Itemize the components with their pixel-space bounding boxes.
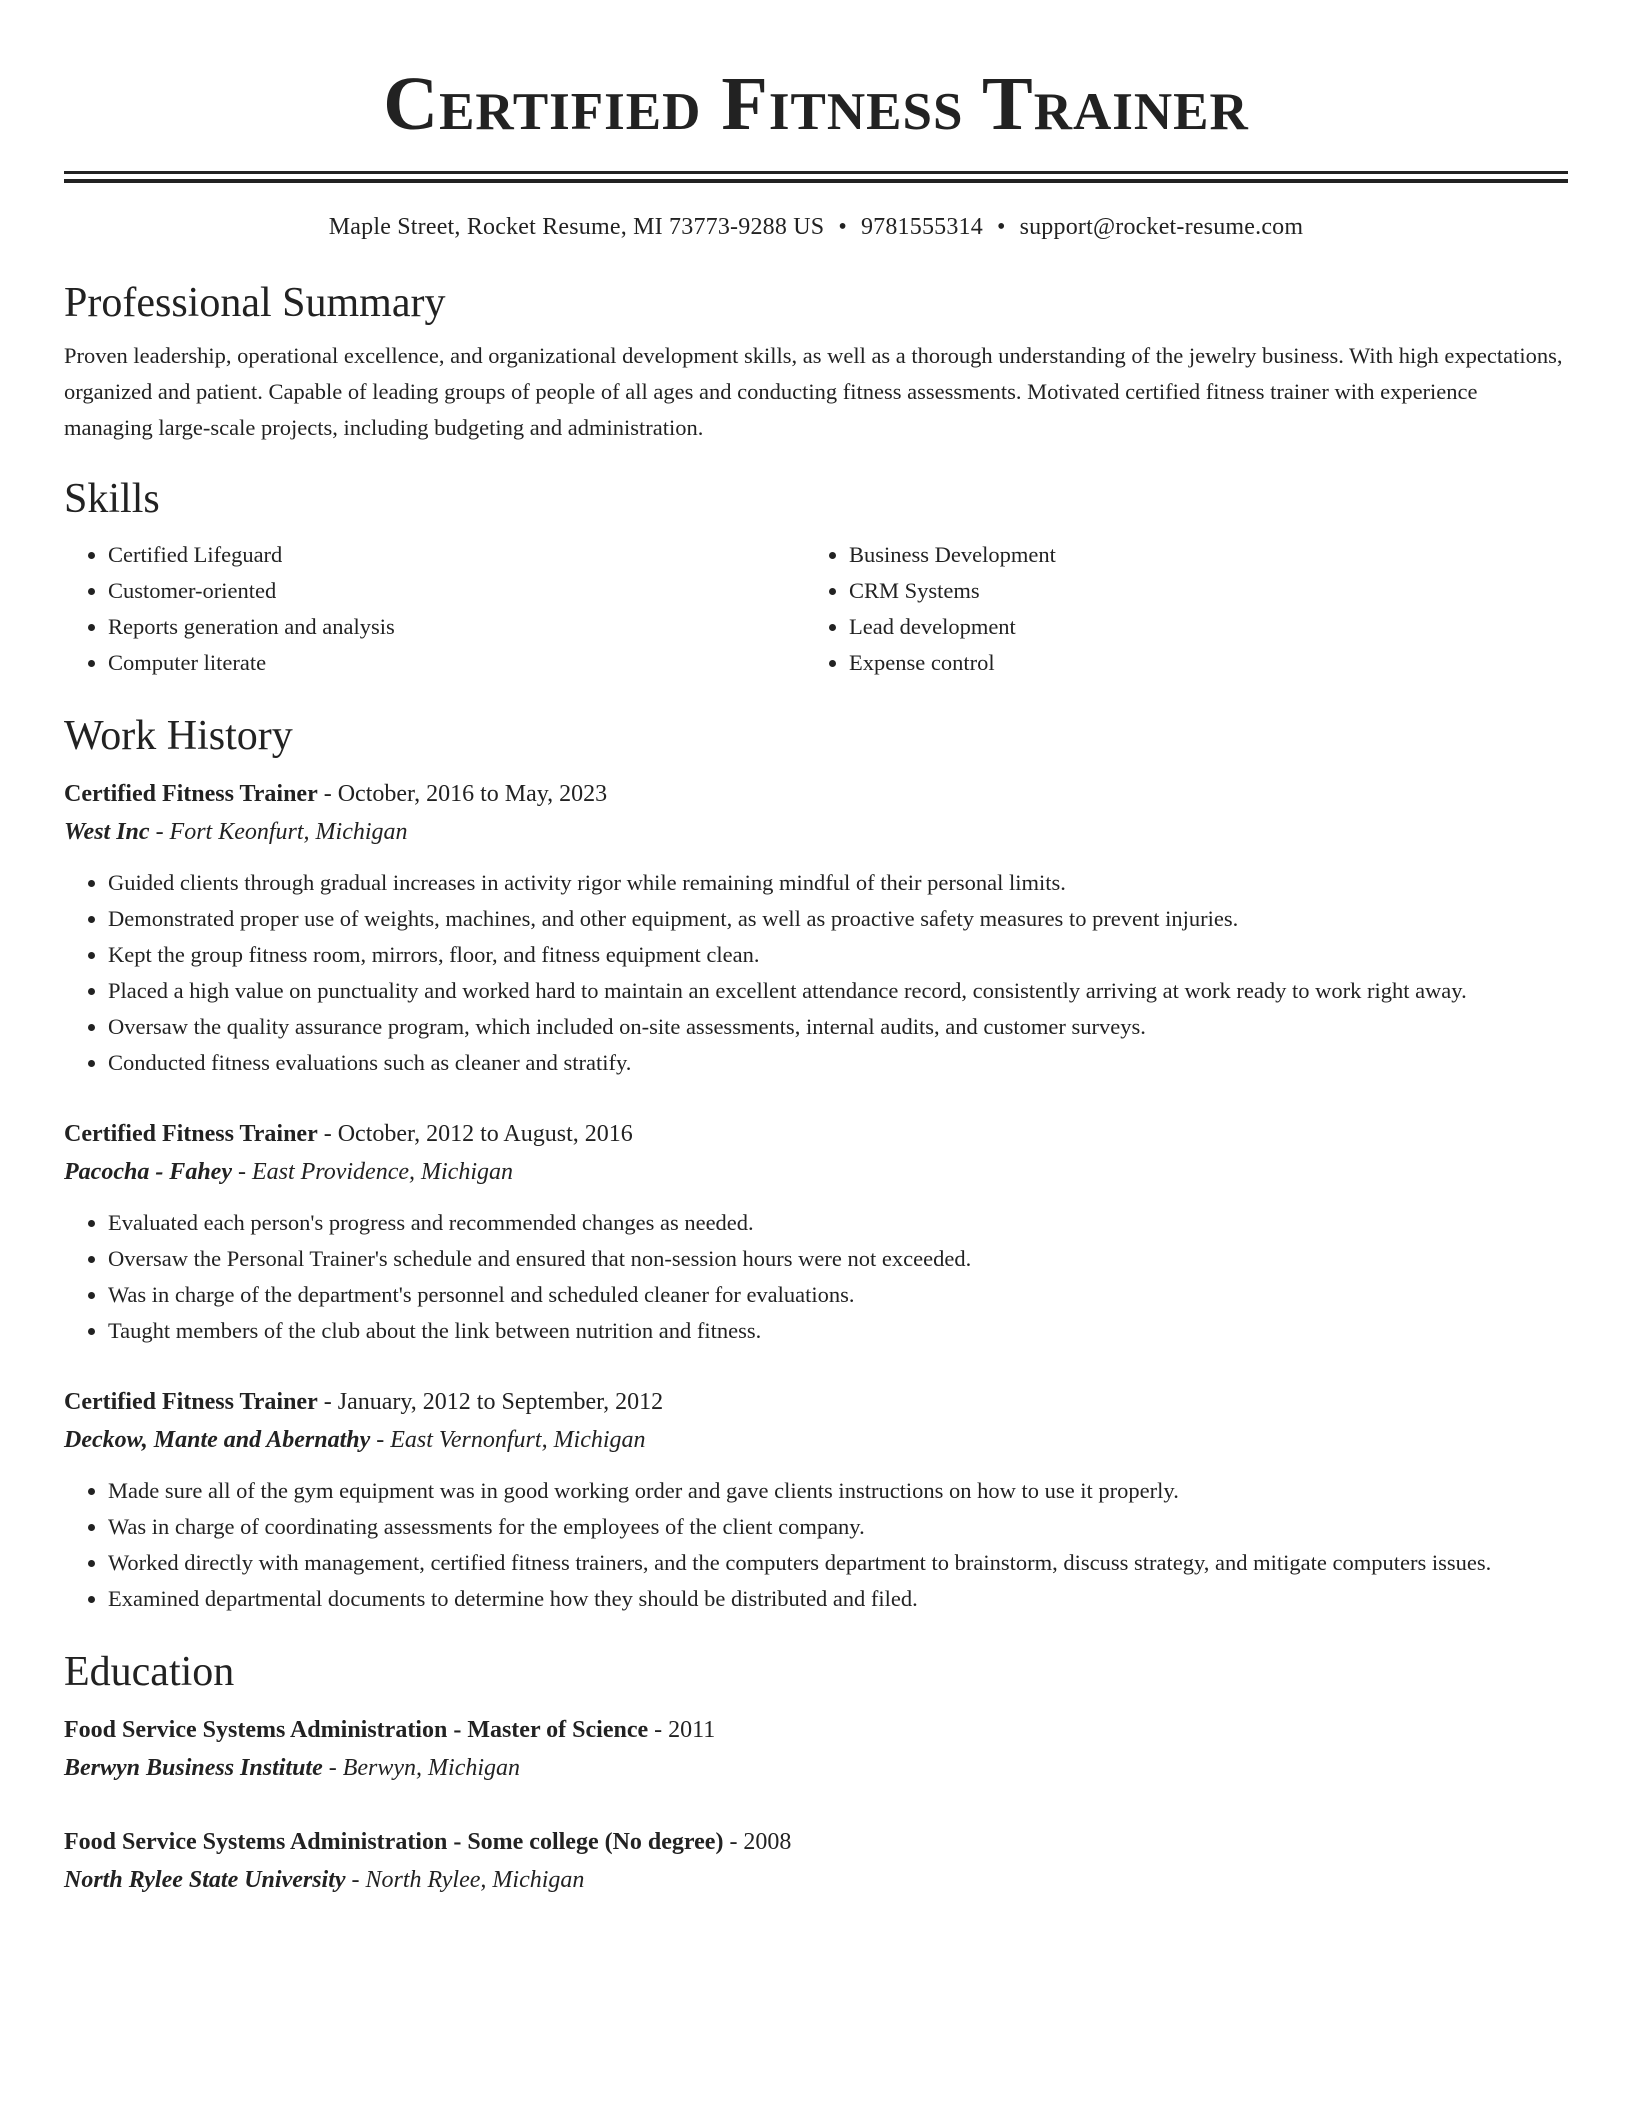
job-company: Deckow, Mante and Abernathy: [64, 1426, 371, 1453]
job-bullet: • Oversaw the Personal Trainer's schedule and ensured that non-session hours were not exceeded.: [108, 1241, 1568, 1277]
job-entry: [64, 1115, 1568, 1349]
skills-column-left: [64, 537, 805, 681]
job-dates: - October, 2016 to May, 2023: [317, 780, 608, 807]
skills-list: [64, 537, 1568, 681]
education-entry: [64, 1823, 1568, 1899]
skill-item: • Computer literate: [108, 645, 805, 681]
job-bullet: • Oversaw the quality assurance program, which included on-site assessments, internal audits, and customer surveys.: [108, 1009, 1568, 1045]
skill-item: • Business Development: [849, 537, 1546, 573]
contact-phone: 9781555314: [860, 214, 983, 240]
education-degree-line: [64, 1711, 1568, 1749]
job-company: West Inc: [64, 818, 150, 845]
education-school: North Rylee State University: [64, 1867, 346, 1894]
job-bullet: • Was in charge of coordinating assessments for the employees of the client company.: [108, 1509, 1568, 1545]
skill-item: • Lead development: [849, 609, 1546, 645]
job-bullet: • Placed a high value on punctuality and worked hard to maintain an excellent attendance record, consistently arriving at work ready to work right away.: [108, 973, 1568, 1009]
contact-separator: •: [838, 214, 847, 240]
job-bullets: [64, 865, 1568, 1081]
header-divider: [64, 171, 1568, 183]
job-location: - East Vernonfurt, Michigan: [370, 1426, 646, 1453]
job-bullet: • Taught members of the club about the link between nutrition and fitness.: [108, 1313, 1568, 1349]
education-location: - North Rylee, Michigan: [345, 1867, 585, 1894]
job-bullet: • Examined departmental documents to determine how they should be distributed and filed.: [108, 1581, 1568, 1617]
job-title-line: [64, 1115, 1568, 1153]
education-degree-line: [64, 1823, 1568, 1861]
job-company-line: [64, 813, 1568, 851]
job-position: Certified Fitness Trainer: [64, 1120, 318, 1147]
job-bullet: • Kept the group fitness room, mirrors, floor, and fitness equipment clean.: [108, 937, 1568, 973]
job-location: - Fort Keonfurt, Michigan: [149, 818, 408, 845]
job-location: - East Providence, Michigan: [231, 1158, 513, 1185]
education-year: - 2008: [723, 1829, 792, 1856]
job-bullets: [64, 1205, 1568, 1349]
education-heading: Education: [64, 1648, 235, 1695]
work-history-heading: Work History: [64, 712, 293, 759]
job-bullet: • Worked directly with management, certified fitness trainers, and the computers department to brainstorm, discuss strategy, and mitigate computers issues.: [108, 1545, 1568, 1581]
education-entry: [64, 1711, 1568, 1787]
job-bullet: • Was in charge of the department's personnel and scheduled cleaner for evaluations.: [108, 1277, 1568, 1313]
job-entry: [64, 1383, 1568, 1617]
contact-address: Maple Street, Rocket Resume, MI 73773-9288 US: [328, 214, 825, 240]
education-school-line: [64, 1749, 1568, 1787]
job-dates: - October, 2012 to August, 2016: [317, 1120, 633, 1147]
job-company-line: [64, 1153, 1568, 1191]
summary-heading: Professional Summary: [64, 279, 446, 326]
job-bullet: • Conducted fitness evaluations such as cleaner and stratify.: [108, 1045, 1568, 1081]
skill-item: • Customer-oriented: [108, 573, 805, 609]
job-position: Certified Fitness Trainer: [64, 780, 318, 807]
contact-separator: •: [996, 214, 1006, 240]
skill-item: • CRM Systems: [849, 573, 1546, 609]
skill-item: • Certified Lifeguard: [108, 537, 805, 573]
skill-item: • Expense control: [849, 645, 1546, 681]
education-degree: Food Service Systems Administration - Master of Science: [64, 1717, 649, 1744]
job-dates: - January, 2012 to September, 2012: [317, 1388, 664, 1415]
education-location: - Berwyn, Michigan: [322, 1755, 521, 1782]
job-bullet: • Demonstrated proper use of weights, machines, and other equipment, as well as proactive safety measures to prevent injuries.: [108, 901, 1568, 937]
job-bullet: • Made sure all of the gym equipment was in good working order and gave clients instructions on how to use it properly.: [108, 1473, 1568, 1509]
candidate-name: Certified Fitness Trainer: [383, 62, 1249, 146]
education-school-line: [64, 1861, 1568, 1899]
education-year: - 2011: [648, 1717, 716, 1744]
skill-item: • Reports generation and analysis: [108, 609, 805, 645]
contact-email: support@rocket-resume.com: [1019, 214, 1304, 240]
education-degree: Food Service Systems Administration - Some college (No degree): [64, 1829, 724, 1856]
job-company: Pacocha - Fahey: [64, 1158, 232, 1185]
job-entry: [64, 775, 1568, 1081]
job-title-line: [64, 775, 1568, 813]
contact-line: [64, 213, 1568, 242]
job-position: Certified Fitness Trainer: [64, 1388, 318, 1415]
education-school: Berwyn Business Institute: [64, 1755, 323, 1782]
skills-column-right: [805, 537, 1546, 681]
job-bullet: • Evaluated each person's progress and recommended changes as needed.: [108, 1205, 1568, 1241]
job-bullet: • Guided clients through gradual increases in activity rigor while remaining mindful of their personal limits.: [108, 865, 1568, 901]
job-bullets: [64, 1473, 1568, 1617]
summary-text: Proven leadership, operational excellence, and organizational development skills, as well as a thorough understanding of the jewelry business. With high expectations, organized and patient. Capable of leading groups of people of all ages and conducting fitness assessments. Motivated certified fitness trainer with experience managing large-scale projects, including budgeting and administration.: [64, 343, 1563, 441]
job-title-line: [64, 1383, 1568, 1421]
skills-heading: Skills: [64, 476, 160, 523]
job-company-line: [64, 1421, 1568, 1459]
